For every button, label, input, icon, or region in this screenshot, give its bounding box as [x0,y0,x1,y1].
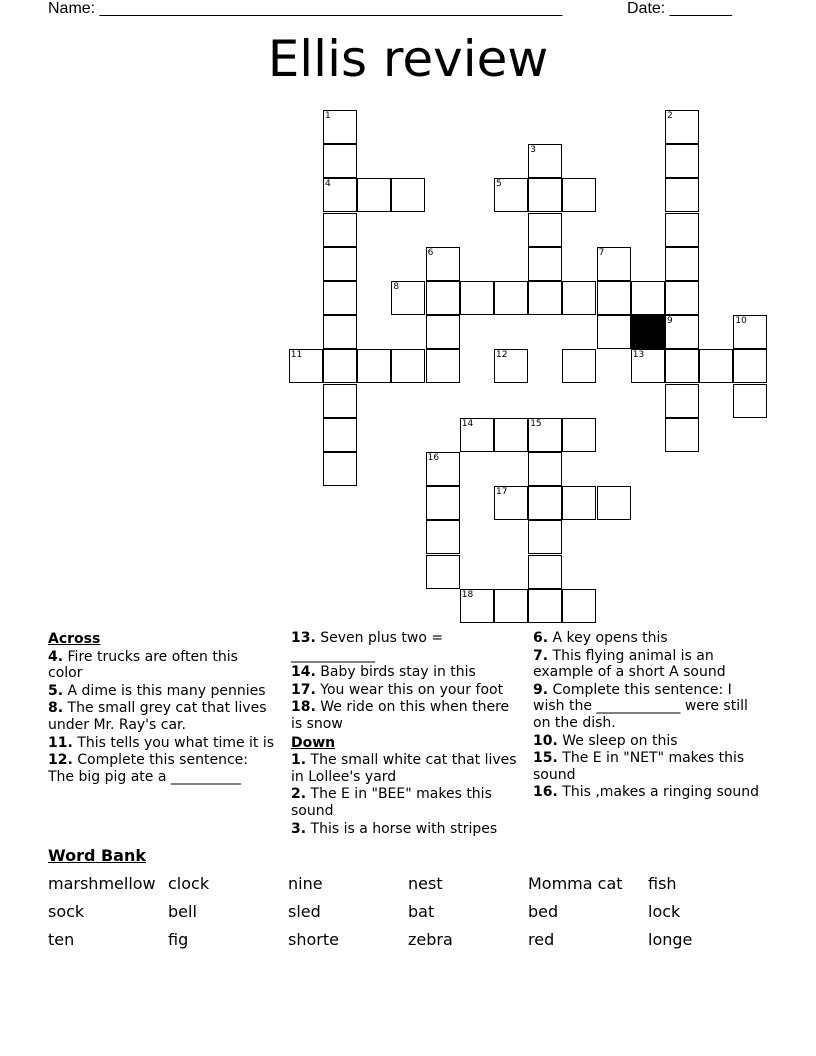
clue-number: 6 [427,247,434,258]
crossword-cell [562,281,596,315]
crossword-cell [597,281,631,315]
across-clue: 8. The small grey cat that lives under Mr. Ray's car. [48,700,267,733]
crossword-cell [494,178,528,212]
crossword-cell [665,384,699,418]
crossword-cell [665,418,699,452]
down-clue: 7. This flying animal is an example of a short A sound [533,647,726,681]
crossword-cell [323,384,357,418]
crossword-cell [289,349,323,383]
crossword-cell [631,349,665,383]
clue-number: 14 [461,418,474,429]
crossword-cell [426,315,460,349]
across-clue: 18. We ride on this when there is snow [291,699,510,732]
crossword-cell [665,144,699,178]
clue-number: 17 [496,487,508,498]
crossword-cell [494,418,528,452]
down-clue: 6. A key opens this [533,630,668,646]
clue-number: 9 [667,316,673,327]
word-bank-item: nest [408,874,443,893]
across-clue: 5. A dime is this many pennies [48,682,266,699]
across-clue: 17. You wear this on your foot [291,681,504,698]
word-bank-item: red [528,930,555,949]
crossword-cell [597,486,631,520]
crossword-cell [494,349,528,383]
crossword-cell [528,247,562,281]
page-title: Ellis review [267,30,549,88]
clue-number: 11 [290,350,303,361]
clue-number: 2 [667,111,673,121]
crossword-cell [323,281,357,315]
crossword-cell [528,281,562,315]
crossword-cell [323,418,357,452]
down-clue: 16. This ,makes a ringing sound [533,784,759,801]
crossword-cell [597,315,631,349]
down-clue: 3. This is a horse with stripes [291,820,498,837]
down-clue: 1. The small white cat that lives in Lollee's yard [291,752,517,785]
crossword-cell [323,452,357,486]
crossword-cell [665,281,699,315]
word-bank-item: bat [408,902,435,921]
crossword-cell [631,281,665,315]
crossword-cell [494,486,528,520]
crossword-cell [323,178,357,212]
crossword-cell [426,555,460,589]
crossword-cell [323,144,357,178]
crossword-cell [665,213,699,247]
across-heading: Across [48,631,101,647]
crossword-cell [528,144,562,178]
crossword-cell [699,349,733,383]
clue-number: 7 [598,247,605,258]
across-clue: 13. Seven plus two = ____________ [291,630,444,663]
black-cell [631,315,665,349]
word-bank-item: bed [528,902,559,921]
clue-number: 18 [461,589,474,600]
word-bank-item: lock [648,902,681,921]
crossword-cell [391,281,425,315]
crossword-cell [733,384,767,418]
crossword-cell [460,281,494,315]
clue-number: 16 [427,453,440,463]
crossword-cell [528,589,562,623]
clue-number: 15 [530,418,542,429]
crossword-cell [665,178,699,212]
crossword-cell [562,486,596,520]
crossword-cell [323,349,357,383]
crossword-cell [494,589,528,623]
clue-number: 10 [735,316,747,327]
crossword-cell [665,349,699,383]
crossword-cell [528,555,562,589]
clue-number: 4 [325,179,331,190]
crossword-cell [494,281,528,315]
crossword-cell [733,315,767,349]
crossword-cell [357,349,391,383]
crossword-cell [562,418,596,452]
clues-column-3 [533,629,761,801]
across-clue: 4. Fire trucks are often this color [48,648,238,682]
crossword-cell [391,349,425,383]
word-bank-item: clock [168,874,210,893]
across-clue: 14. Baby birds stay in this [291,664,476,681]
crossword-cell [665,247,699,281]
crossword-cell [323,110,357,144]
word-bank-item: marshmellow [48,874,156,893]
crossword-cell [528,452,562,486]
word-bank-item: bell [168,902,197,921]
crossword-cell [562,349,596,383]
down-heading: Down [291,734,336,751]
clue-number: 3 [530,145,536,156]
word-bank-item: fish [648,874,677,893]
across-clue: 11. This tells you what time it is [48,734,275,751]
down-clue: 10. We sleep on this [533,732,678,749]
clue-number: 1 [325,111,331,121]
crossword-cell [323,213,357,247]
crossword-cell [528,486,562,520]
crossword-cell [426,486,460,520]
word-bank-item: sock [48,902,85,921]
crossword-cell [426,520,460,554]
crossword-cell [562,589,596,623]
date-field-label: Date: _______ [627,0,732,17]
crossword-cell [323,315,357,349]
crossword-cell [528,418,562,452]
crossword-cell [391,178,425,212]
crossword-cell [665,110,699,144]
crossword-cell [460,589,494,623]
crossword-cell [426,452,460,486]
crossword-cell [597,247,631,281]
crossword-cell [323,247,357,281]
word-bank-item: shorte [288,930,339,949]
clue-number: 12 [496,350,508,361]
word-bank-title: Word Bank [48,846,147,865]
clue-number: 13 [632,350,645,361]
crossword-cell [426,247,460,281]
word-bank-item: Momma cat [528,874,623,893]
clue-number: 8 [393,282,400,292]
crossword-cell [426,281,460,315]
name-field-label: Name: ____________________________________________________ [48,0,563,17]
clues-column-2 [291,629,519,837]
down-clue: 2. The E in "BEE" makes this sound [291,786,492,819]
clues-column-1 [48,629,276,785]
down-clue: 15. The E in "NET" makes this sound [533,750,745,783]
crossword-cell [528,520,562,554]
crossword-cell [460,418,494,452]
word-bank-item: ten [48,930,75,949]
down-clue: 9. Complete this sentence: I wish the ____________ were still on the dish. [533,681,748,731]
crossword-cell [665,315,699,349]
crossword-cell [733,349,767,383]
word-bank-item: fig [168,930,189,949]
crossword-cell [357,178,391,212]
word-bank-item: nine [288,874,323,893]
crossword-cell [528,213,562,247]
word-bank-item: sled [288,902,321,921]
across-clue: 12. Complete this sentence: The big pig ate a __________ [48,752,248,785]
crossword-cell [528,178,562,212]
word-bank-item: zebra [408,930,453,949]
clue-number: 5 [496,179,502,190]
crossword-cell [426,349,460,383]
word-bank-item: longe [648,930,693,949]
crossword-cell [562,178,596,212]
